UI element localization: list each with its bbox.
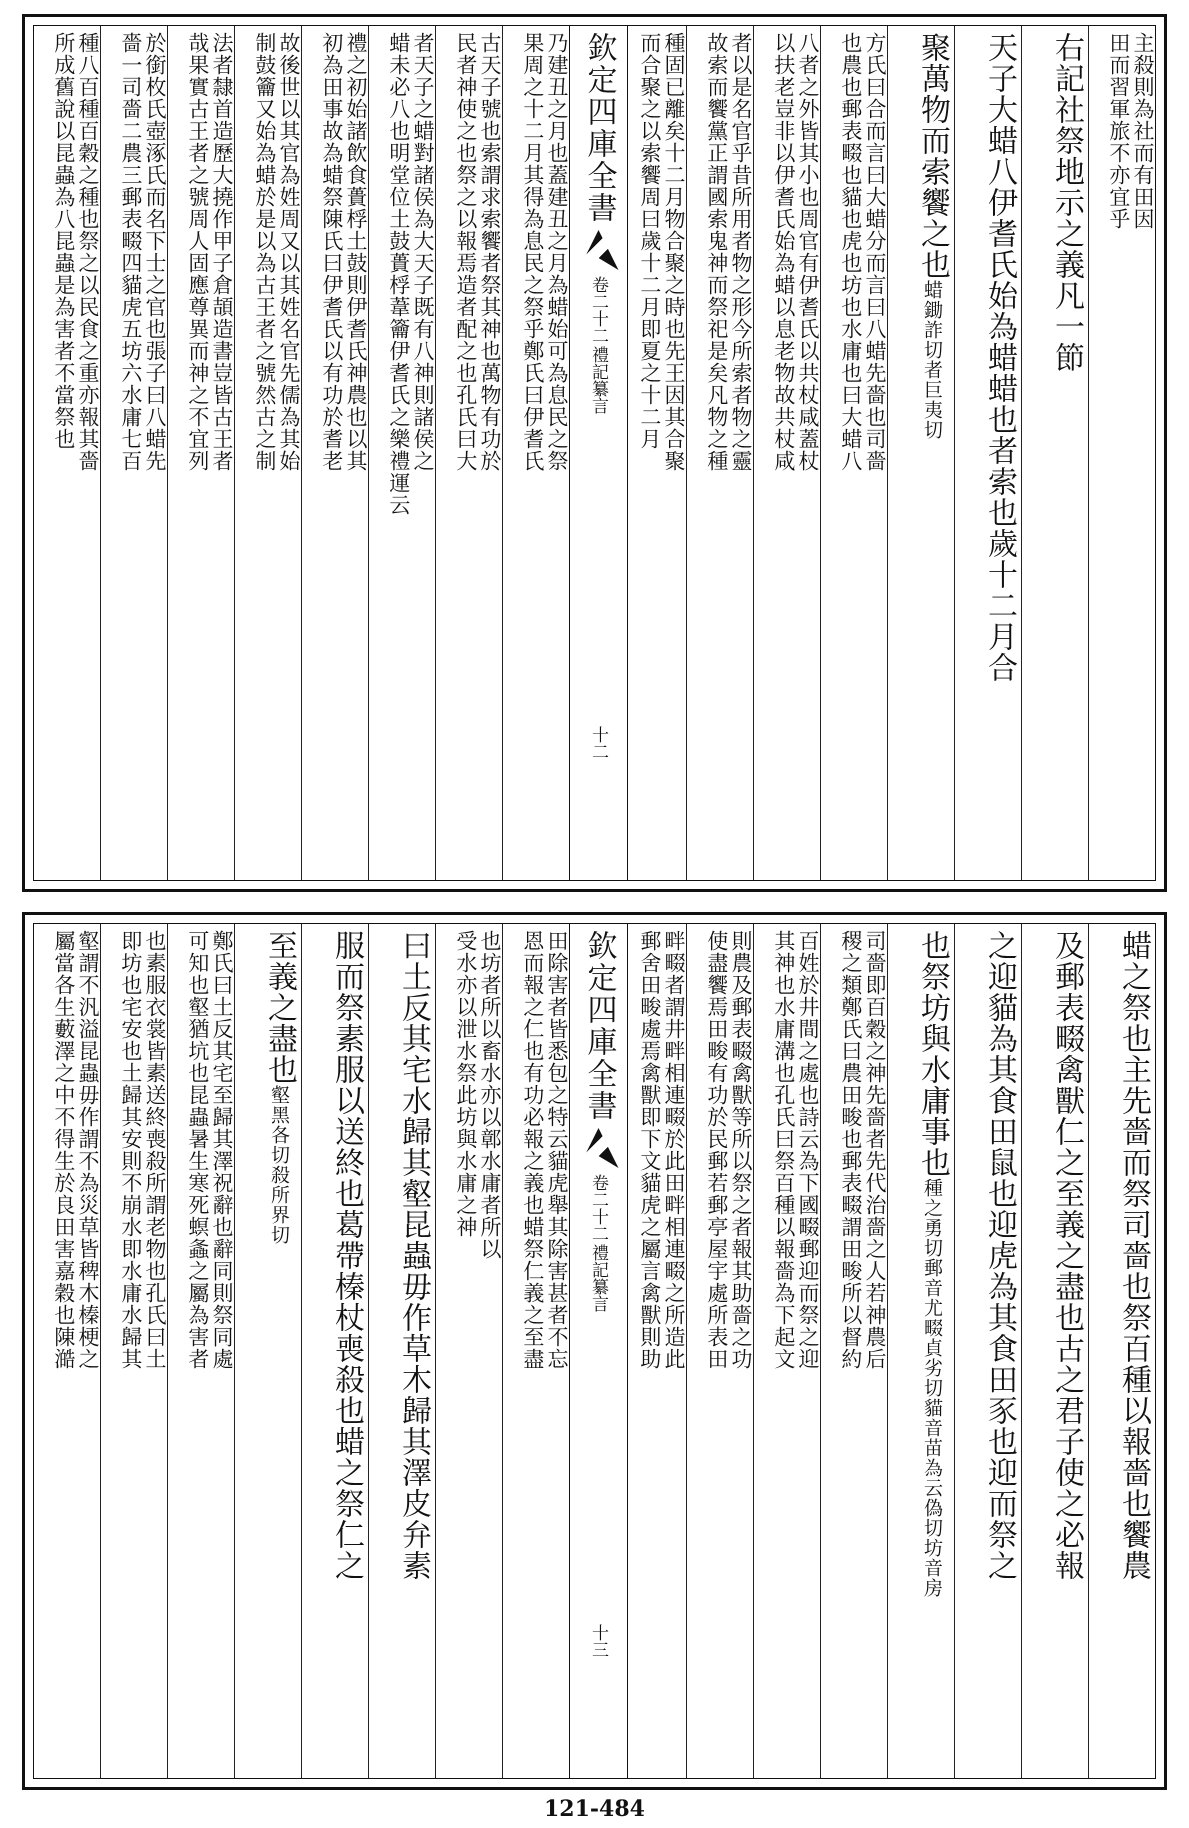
pronunciation-note: 壑黑各切殺所界切 [268, 1085, 290, 1245]
commentary-line: 哉果實古王者之號周人固應尊異而神之不宜列 [185, 32, 210, 472]
upper-page [22, 14, 1167, 892]
commentary-column [435, 26, 502, 880]
gutter-volume: 卷二十二 [588, 276, 608, 344]
commentary-line: 也坊者所以畜水亦以鄣水庸者所以 [478, 930, 502, 1260]
commentary-line: 方氏曰合而言曰大蜡分而言曰八蜡先嗇也司嗇 [863, 32, 887, 472]
lower-page [22, 912, 1167, 1790]
upper-right-half [620, 26, 1155, 880]
pronunciation-note: 蜡鋤詐切者巨夷切 [921, 280, 943, 440]
commentary-line: 屬當各生藪澤之中不得生於良田害嘉穀也陳澔 [51, 930, 76, 1370]
commentary-column [820, 924, 887, 1778]
main-text: 服而祭素服以送終也葛帶榛杖喪殺也蜡之祭仁之 [329, 930, 364, 1581]
gutter-title: 欽定四庫全書 [581, 930, 617, 1122]
commentary-column [368, 26, 435, 880]
main-text: 及郵表畷禽獸仁之至義之盡也古之君子使之必報 [1049, 930, 1084, 1581]
commentary-line: 可知也壑猶坑也昆蟲暑生寒死螟螽之屬為害者 [185, 930, 210, 1370]
commentary-column [686, 924, 753, 1778]
commentary-line: 而合聚之以索饗周曰歲十二月即夏之十二月 [637, 32, 662, 450]
commentary-column [502, 924, 569, 1778]
commentary-line: 果周之十二月其得為息民之祭乎鄭氏曰伊耆氏 [520, 32, 545, 472]
upper-gutter [569, 26, 628, 880]
commentary-column [820, 26, 887, 880]
commentary-line: 郵舍田畯處焉禽獸即下文貓虎之屬言禽獸則助 [637, 930, 662, 1370]
commentary-line: 主殺則為社而有田因 [1131, 32, 1155, 230]
main-text: 曰土反其宅水歸其壑昆蟲毋作草木歸其澤皮弁素 [396, 930, 431, 1581]
main-text: 蜡之祭也主先嗇而祭司嗇也祭百種以報嗇也饗農 [1116, 930, 1151, 1581]
main-text-column [1021, 26, 1088, 880]
commentary-line: 使盡饗焉田畯有功於民郵若郵亭屋宇處所表田 [704, 930, 729, 1370]
gutter-subtitle [586, 276, 611, 414]
main-text-column [954, 26, 1021, 880]
lower-gutter [569, 924, 628, 1778]
commentary-line: 田而習軍旅不亦宜乎 [1106, 32, 1131, 230]
commentary-line: 於銜枚氏壺涿氏而名下士之官也張子曰八蜡先 [143, 32, 167, 472]
main-text: 天子大蜡八伊耆氏始為蜡蜡也者索也歲十二月合 [982, 32, 1017, 683]
main-text-column [368, 924, 435, 1778]
commentary-line: 種八百種百穀之種也祭之以民食之重亦報其嗇 [76, 32, 100, 472]
commentary-line: 即坊也宅安也土歸其安則不崩水即水庸水歸其 [118, 930, 143, 1370]
commentary-line: 故索而饗黨正謂國索鬼神而祭祀是矣凡物之種 [704, 32, 729, 472]
commentary-line: 鄭氏曰土反其宅至歸其澤祝辭也辭同則祭同處 [210, 930, 234, 1370]
commentary-line: 乃建丑之月也蓋建丑之月為蜡始可為息民之祭 [545, 32, 569, 472]
commentary-column [234, 26, 301, 880]
commentary-line: 恩而報之仁也有功必報之義也蜡祭仁義之至盡 [520, 930, 545, 1370]
commentary-line: 百姓於井間之處也詩云為下國畷郵迎而祭之迎 [796, 930, 820, 1370]
gutter-subtitle [586, 1174, 611, 1312]
commentary-line: 古天子號也索謂求索饗者祭其神也萬物有功於 [478, 32, 502, 472]
fish-tail-ornament-icon [579, 1128, 619, 1168]
main-text-column [301, 924, 368, 1778]
commentary-column [100, 924, 167, 1778]
commentary-line: 也素服衣裳皆素送終喪殺所謂老物也孔氏曰土 [143, 930, 167, 1370]
main-text: 至義之盡也 [262, 930, 297, 1085]
main-text: 聚萬物而索饗之也 [915, 32, 950, 280]
commentary-column [301, 26, 368, 880]
commentary-column [435, 924, 502, 1778]
main-text-column [887, 26, 954, 880]
commentary-line: 嗇一司嗇二農三郵表畷四貓虎五坊六水庸七百 [118, 32, 143, 472]
commentary-column [753, 924, 820, 1778]
gutter-book: 禮記纂言 [588, 346, 608, 414]
commentary-column [620, 924, 686, 1778]
main-text-column [1088, 924, 1155, 1778]
gutter-title: 欽定四庫全書 [581, 32, 617, 224]
upper-left-half [34, 26, 569, 880]
commentary-line: 種固已離矣十二月物合聚之時也先王因其合聚 [662, 32, 686, 472]
main-text-column [954, 924, 1021, 1778]
commentary-line: 法者隸首造歷大撓作甲子倉頡造書豈皆古王者 [210, 32, 234, 472]
gutter-book: 禮記纂言 [588, 1244, 608, 1312]
commentary-line: 初為田事故為蜡祭陳氏曰伊耆氏以有功於耆老 [319, 32, 344, 472]
commentary-line: 以扶老豈非以伊耆氏始為蜡以息老物故共杖咸 [771, 32, 796, 472]
commentary-line: 者天子之蜡對諸侯為大天子既有八神則諸侯之 [411, 32, 435, 472]
commentary-column [34, 26, 100, 880]
page-number: 十二 [588, 726, 608, 760]
main-text: 也祭坊與水庸事也 [915, 930, 950, 1178]
commentary-line: 其神也水庸溝也孔氏曰祭百種以報嗇為下起文 [771, 930, 796, 1370]
commentary-line: 也農也郵表畷也貓也虎也坊也水庸也曰大蜡八 [838, 32, 863, 472]
main-text: 右記社祭地示之義凡一節 [1049, 32, 1084, 373]
fish-tail-ornament-icon [579, 230, 619, 270]
main-text-column [1021, 924, 1088, 1778]
commentary-line: 蜡未必八也明堂位土鼓蕢桴葦籥伊耆氏之樂禮運云 [386, 32, 411, 516]
commentary-line: 所成舊說以昆蟲為八昆蟲是為害者不當祭也 [51, 32, 76, 450]
commentary-line: 八者之外皆其小也周官有伊耆氏以共杖咸蓋杖 [796, 32, 820, 472]
commentary-column [1088, 26, 1155, 880]
page-number: 十三 [588, 1624, 608, 1658]
commentary-line: 壑謂不汎溢昆蟲毋作謂不為災草皆稗木榛梗之 [76, 930, 100, 1370]
commentary-column [167, 924, 234, 1778]
commentary-column [502, 26, 569, 880]
commentary-line: 民者神使之也祭之以報焉造者配之也孔氏曰大 [453, 32, 478, 472]
lower-right-half [620, 924, 1155, 1778]
lower-left-half [34, 924, 569, 1778]
catalog-number: 121-484 [544, 1796, 645, 1822]
pronunciation-note: 種之勇切郵音尤畷貞劣切貓音苗為云偽切坊音房 [921, 1178, 943, 1598]
upper-page-frame [33, 25, 1156, 881]
main-text: 之迎貓為其食田鼠也迎虎為其食田豕也迎而祭之 [982, 930, 1017, 1581]
commentary-column [100, 26, 167, 880]
commentary-column [686, 26, 753, 880]
commentary-line: 制鼓籥又始為蜡於是以為古王者之號然古之制 [252, 32, 277, 472]
main-text-column [887, 924, 954, 1778]
commentary-line: 禮之初始諸飲食蕢桴土鼓則伊耆氏神農也以其 [344, 32, 368, 472]
commentary-column [167, 26, 234, 880]
commentary-column [753, 26, 820, 880]
lower-page-frame [33, 923, 1156, 1779]
commentary-column [620, 26, 686, 880]
commentary-line: 受水亦以泄水祭此坊與水庸之神 [453, 930, 478, 1238]
commentary-line: 者以是名官乎昔所用者物之形今所索者物之靈 [729, 32, 753, 472]
commentary-line: 則農及郵表畷禽獸等所以祭之者報其助嗇之功 [729, 930, 753, 1370]
commentary-column [34, 924, 100, 1778]
commentary-line: 稷之類鄭氏曰農田畯也郵表畷謂田畯所以督約 [838, 930, 863, 1370]
commentary-line: 故後世以其官為姓周又以其姓名官先儒為其始 [277, 32, 301, 472]
commentary-line: 畔畷者謂井畔相連畷於此田畔相連畷之所造此 [662, 930, 686, 1370]
commentary-line: 司嗇即百穀之神先嗇者先代治嗇之人若神農后 [863, 930, 887, 1370]
main-text-column [234, 924, 301, 1778]
gutter-volume: 卷二十二 [588, 1174, 608, 1242]
commentary-line: 田除害者皆悉包之特云貓虎舉其除害甚者不忘 [545, 930, 569, 1370]
